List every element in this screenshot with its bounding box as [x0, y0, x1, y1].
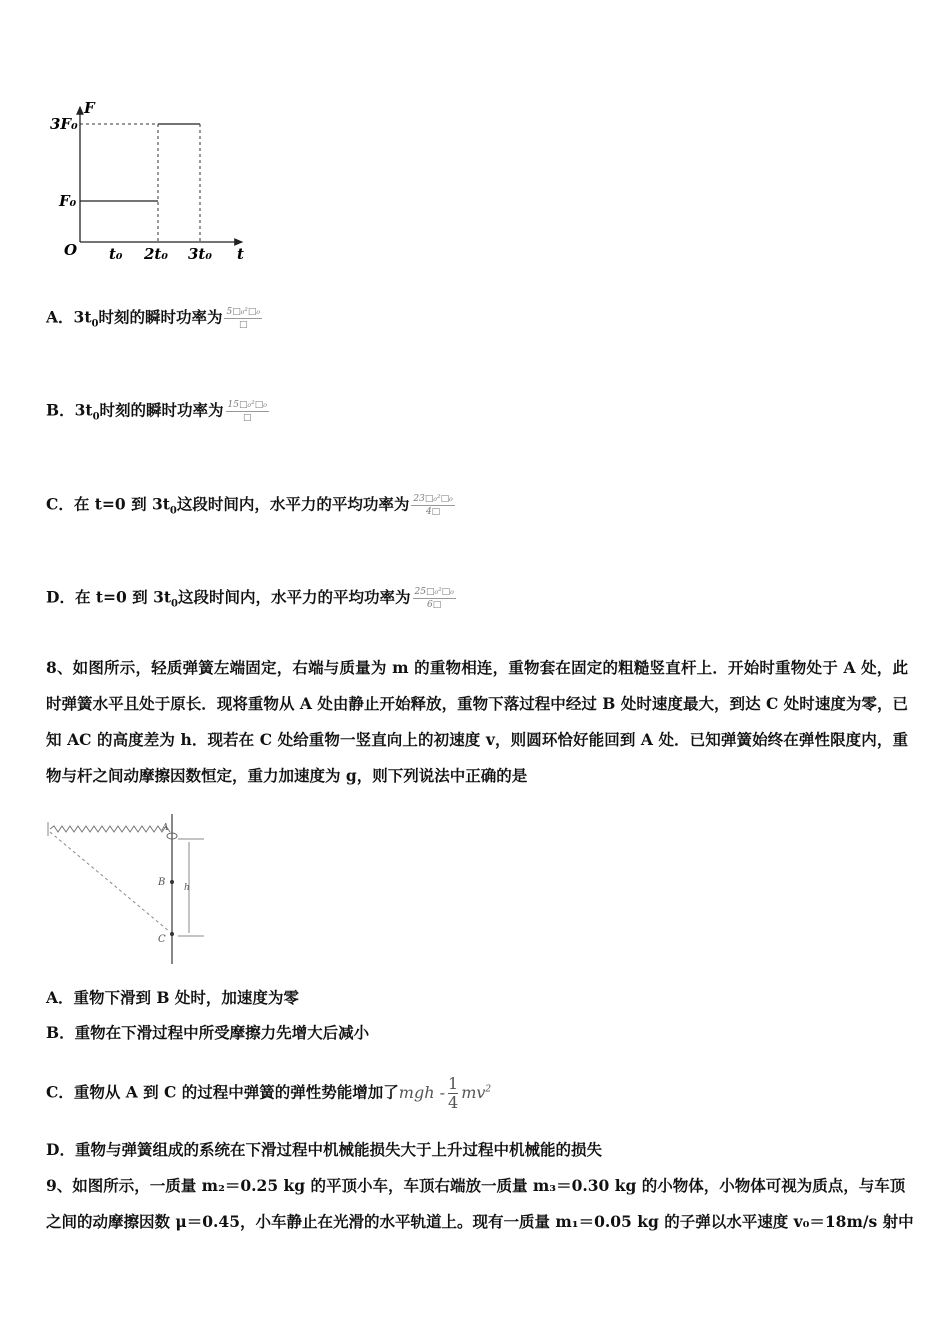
q9-line-1: 9、如图所示，一质量 m₂＝0.25 kg 的平顶小车，车顶右端放一质量 m₃＝0.30 kg 的小物体，小物体可视为质点，与车顶 [46, 1176, 906, 1195]
q7-c-fraction: $\frac{\text{23□₀²□₀}}{4□}$ [413, 494, 453, 517]
q8-option-d: D．重物与弹簧组成的系统在下滑过程中机械能损失大于上升过程中机械能的损失 [46, 1140, 602, 1159]
label-a: A [162, 823, 169, 833]
q8-option-c: C．重物从 A 到 C 的过程中弹簧的弹性势能增加了mgh - $\frac{1}{4}$ $mv^2$ [46, 1074, 492, 1112]
label-b: B [158, 877, 166, 888]
q7-option-a: A．$3t_0$时刻的瞬时功率为 $\frac{\text{5□₀²□₀}}{□}$ [46, 307, 261, 330]
x-tick-2t0: 2t₀ [144, 245, 168, 263]
y-axis-label: F [84, 99, 95, 117]
q8-stem: 8、如图所示，轻质弹簧左端固定，右端与质量为 m 的重物相连，重物套在固定的粗糙竖直杆上．开始时重物处于 A 处，此时弹簧水平且处于原长．现将重物从 A 处由静止开始释放，重物下落过程中经过 B 处时速度最大，到达 C 处时速度为零，已知 AC 的高度差为 h．现若在 C 处给重物一竖直向上的初速度 v，则圆环恰好能回到 A 处．已知弹簧始终在弹性限度内，重物与杆之间动摩擦因数恒定，重力加速度为 g，则下列说法中正确的是 [46, 658, 908, 785]
q9-line-2: 之间的动摩擦因数 μ＝0.45，小车静止在光滑的水平轨道上。现有一质量 m₁＝0.05 kg 的子弹以水平速度 v₀＝18m/s 射中 [46, 1212, 914, 1231]
label-h: h [184, 883, 190, 893]
q7-b-fraction: $\frac{\text{15□₀²□₀}}{□}$ [227, 400, 267, 423]
x-tick-3t0: 3t₀ [188, 245, 212, 263]
q8-option-a: A．重物下滑到 B 处时，加速度为零 [46, 988, 299, 1007]
q7-a-fraction: $\frac{\text{5□₀²□₀}}{□}$ [226, 307, 261, 330]
q7-option-b: B．$3t_0$时刻的瞬时功率为 $\frac{\text{15□₀²□₀}}{□}$ [46, 400, 267, 423]
y-tick-3f0: 3F₀ [50, 115, 78, 133]
spring [50, 826, 170, 832]
label-c: C [158, 934, 166, 945]
origin-label: O [64, 241, 78, 259]
q8-option-b: B．重物在下滑过程中所受摩擦力先增大后减小 [46, 1023, 370, 1042]
q7-option-c: C．在 t=0 到 $3t_0$这段时间内，水平力的平均功率为 $\frac{\text{23□₀²□₀}}{4□}$ [46, 494, 453, 517]
spring-rod-figure [44, 812, 214, 972]
q7-d-fraction: $\frac{\text{25□₀²□₀}}{6□}$ [414, 587, 454, 610]
q8-c-formula: mgh - $\frac{1}{4}$ $mv^2$ [398, 1074, 492, 1112]
y-tick-f0: F₀ [59, 192, 77, 210]
x-tick-t0: t₀ [109, 245, 123, 263]
x-axis-label: t [237, 245, 244, 263]
spring-to-c [50, 832, 170, 932]
force-time-graph [40, 95, 260, 270]
q7-option-d: D．在 t=0 到 $3t_0$这段时间内，水平力的平均功率为 $\frac{\text{25□₀²□₀}}{6□}$ [46, 587, 454, 610]
